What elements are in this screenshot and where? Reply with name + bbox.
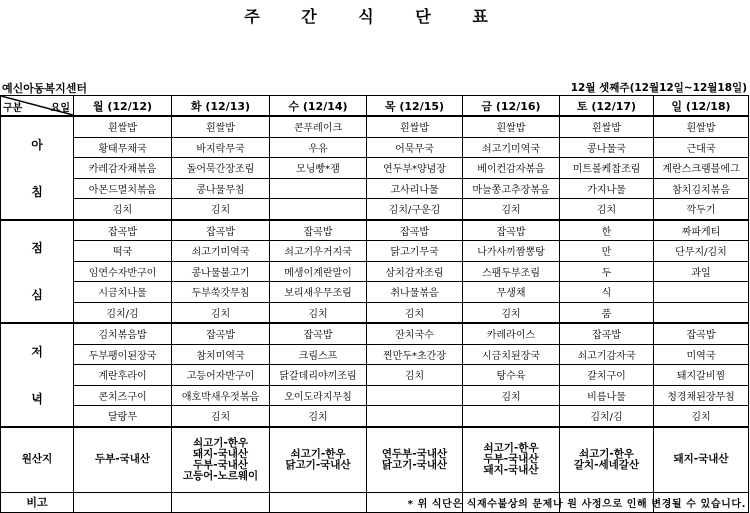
origin-line: 쇠고기-한우 [290, 447, 346, 460]
origin-cell [367, 427, 463, 493]
origin-line: 고등어-노르웨이 [182, 469, 259, 482]
page-title: 주 간 식 단 표 [244, 7, 506, 26]
breakfast-row [1, 199, 749, 220]
lunch-row [1, 282, 749, 303]
menu-cell: 두부팽이된장국 [74, 344, 172, 365]
day-header: 일 (12/18) [654, 96, 749, 117]
breakfast-row [1, 178, 749, 199]
menu-cell: 흰쌀밥 [367, 116, 463, 137]
menu-cell [270, 199, 367, 220]
menu-cell: 콩나물무침 [172, 178, 270, 199]
remarks-cell [172, 492, 270, 512]
menu-cell: 황태무채국 [74, 137, 172, 158]
menu-cell: 청경채된장무침 [654, 385, 749, 406]
origin-line: 돼지-국내산 [192, 447, 249, 460]
corner-header [1, 96, 74, 117]
menu-cell: 단무지/김치 [654, 241, 749, 262]
menu-cell: 삼치감자조림 [367, 261, 463, 282]
menu-cell: 잡곡밥 [367, 220, 463, 241]
menu-cell: 잡곡밥 [74, 220, 172, 241]
menu-cell: 흰쌀밥 [74, 116, 172, 137]
dinner-label [1, 323, 74, 427]
menu-cell: 연두부*양념장 [367, 158, 463, 179]
menu-cell: 닭고기무국 [367, 241, 463, 262]
menu-cell: 김치 [463, 302, 560, 323]
footnote: * 위 식단은 식재수불상의 문제나 원 사정으로 인해 변경될 수 있습니다. [407, 499, 746, 510]
lunch-row [1, 261, 749, 282]
lunch-row [1, 241, 749, 262]
menu-cell: 시금치된장국 [463, 344, 560, 365]
menu-cell: 김치 [463, 385, 560, 406]
menu-cell: 흰쌀밥 [654, 116, 749, 137]
remarks-label: 비고 [1, 492, 74, 512]
menu-cell: 김치 [654, 406, 749, 427]
menu-cell: 콘푸레이크 [270, 116, 367, 137]
origin-cell [654, 427, 749, 493]
menu-cell: 김치/김 [560, 406, 654, 427]
menu-cell: 한 [560, 220, 654, 241]
menu-cell: 스팸두부조림 [463, 261, 560, 282]
menu-cell: 돼지갈비찜 [654, 365, 749, 386]
menu-cell: 만 [560, 241, 654, 262]
breakfast-row [1, 137, 749, 158]
corner-day-label: 요일 [50, 103, 70, 114]
menu-cell: 카레라이스 [463, 323, 560, 344]
menu-table [0, 95, 749, 513]
menu-cell: 흰쌀밥 [463, 116, 560, 137]
menu-cell: 아몬드멸치볶음 [74, 178, 172, 199]
menu-cell: 흰쌀밥 [560, 116, 654, 137]
menu-cell: 김치 [172, 199, 270, 220]
breakfast-label [1, 116, 74, 220]
header-row [1, 96, 749, 117]
day-header: 월 (12/12) [74, 96, 172, 117]
origin-cell [560, 427, 654, 493]
menu-cell: 계란스크램블에그 [654, 158, 749, 179]
menu-cell: 애호박새우젓볶음 [172, 385, 270, 406]
menu-cell: 달랑무 [74, 406, 172, 427]
menu-cell: 떡국 [74, 241, 172, 262]
menu-cell: 잡곡밥 [463, 220, 560, 241]
dinner-row [1, 385, 749, 406]
menu-cell: 김치 [74, 199, 172, 220]
menu-cell: 모닝빵*잼 [270, 158, 367, 179]
menu-cell: 쇠고기감자국 [560, 344, 654, 365]
menu-cell: 취나물볶음 [367, 282, 463, 303]
menu-cell: 근대국 [654, 137, 749, 158]
menu-cell: 임연수자반구이 [74, 261, 172, 282]
dinner-row [1, 323, 749, 344]
origin-line: 돼지-국내산 [673, 453, 729, 465]
menu-cell: 김치 [172, 406, 270, 427]
menu-cell: 갈치구이 [560, 365, 654, 386]
menu-cell: 콩나물불고기 [172, 261, 270, 282]
menu-cell [270, 178, 367, 199]
menu-cell: 콩나물국 [560, 137, 654, 158]
menu-cell: 김치 [270, 406, 367, 427]
menu-cell: 과일 [654, 261, 749, 282]
menu-cell: 두부쑥갓무침 [172, 282, 270, 303]
menu-cell: 흰쌀밥 [172, 116, 270, 137]
origin-line: 닭고기-국내산 [285, 458, 351, 471]
origin-line: 쇠고기-한우 [483, 442, 539, 454]
lunch-row [1, 220, 749, 241]
menu-cell: 고사리나물 [367, 178, 463, 199]
menu-cell: 잡곡밥 [172, 323, 270, 344]
lunch-row [1, 302, 749, 323]
menu-cell: 돌어묵간장조림 [172, 158, 270, 179]
menu-cell: 비름나물 [560, 385, 654, 406]
menu-cell [463, 406, 560, 427]
remarks-cell [270, 492, 367, 512]
menu-cell: 잡곡밥 [270, 220, 367, 241]
origin-label: 원산지 [1, 427, 74, 493]
menu-cell: 김치 [560, 199, 654, 220]
origin-cell [270, 427, 367, 493]
breakfast-row [1, 116, 749, 137]
dinner-label-top: 저 [31, 344, 43, 359]
menu-cell [367, 406, 463, 427]
menu-cell: 가지나물 [560, 178, 654, 199]
menu-cell: 콘치즈구이 [74, 385, 172, 406]
menu-cell: 잡곡밥 [270, 323, 367, 344]
origin-line: 닭고기-국내산 [381, 458, 448, 471]
menu-cell: 김치/구운김 [367, 199, 463, 220]
origin-line: 갈치-세네갈산 [573, 458, 640, 471]
menu-cell: 김치 [463, 199, 560, 220]
breakfast-label-bottom: 침 [31, 184, 43, 199]
menu-cell: 무생채 [463, 282, 560, 303]
menu-cell: 깍두기 [654, 199, 749, 220]
origin-cell [463, 427, 560, 493]
origin-row [1, 427, 749, 493]
dinner-row [1, 365, 749, 386]
menu-cell: 잡곡밥 [560, 323, 654, 344]
menu-cell [367, 385, 463, 406]
menu-cell: 짜파게티 [654, 220, 749, 241]
day-header: 토 (12/17) [560, 96, 654, 117]
lunch-label-bottom: 심 [31, 288, 43, 303]
day-header: 목 (12/15) [367, 96, 463, 117]
menu-cell: 김치/김 [74, 302, 172, 323]
menu-cell: 어묵무국 [367, 137, 463, 158]
origin-line: 두부-국내산 [192, 458, 249, 471]
menu-cell: 고등어자반구이 [172, 365, 270, 386]
breakfast-label-top: 아 [31, 137, 43, 152]
menu-cell: 찐만두*초간장 [367, 344, 463, 365]
menu-cell: 미역국 [654, 344, 749, 365]
menu-cell: 메생이계란말이 [270, 261, 367, 282]
menu-cell: 김치 [172, 302, 270, 323]
day-header: 금 (12/16) [463, 96, 560, 117]
menu-cell: 쇠고기미역국 [463, 137, 560, 158]
menu-cell: 식 [560, 282, 654, 303]
origin-line: 쇠고기-한우 [192, 436, 249, 449]
day-header: 화 (12/13) [172, 96, 270, 117]
menu-cell: 우유 [270, 137, 367, 158]
menu-cell: 미트볼케찹조림 [560, 158, 654, 179]
menu-cell: 두 [560, 261, 654, 282]
lunch-label [1, 220, 74, 324]
day-header: 수 (12/14) [270, 96, 367, 117]
origin-cell [172, 427, 270, 493]
menu-cell: 김치 [367, 365, 463, 386]
menu-cell: 참치미역국 [172, 344, 270, 365]
menu-cell: 탕수육 [463, 365, 560, 386]
menu-cell: 보리새우무조림 [270, 282, 367, 303]
menu-cell [654, 282, 749, 303]
dinner-label-bottom: 녁 [31, 391, 43, 406]
menu-cell: 바지락무국 [172, 137, 270, 158]
organization-name: 예신아동복지센터 [2, 82, 88, 95]
breakfast-row [1, 158, 749, 179]
menu-cell: 참치김치볶음 [654, 178, 749, 199]
menu-cell: 김치 [270, 302, 367, 323]
menu-cell: 오이도라지무침 [270, 385, 367, 406]
corner-category-label: 구분 [3, 103, 23, 114]
menu-cell: 잔치국수 [367, 323, 463, 344]
menu-cell: 김치 [367, 302, 463, 323]
dinner-row [1, 344, 749, 365]
origin-line: 두부-국내산 [94, 453, 151, 465]
menu-cell [654, 302, 749, 323]
menu-cell: 시금치나물 [74, 282, 172, 303]
origin-line: 연두부-국내산 [381, 447, 448, 460]
origin-line: 쇠고기-한우 [578, 447, 635, 460]
menu-cell: 김치볶음밥 [74, 323, 172, 344]
menu-cell: 닭갈데리야끼조림 [270, 365, 367, 386]
origin-cell [74, 427, 172, 493]
menu-cell: 카레감자채볶음 [74, 158, 172, 179]
menu-cell: 잡곡밥 [172, 220, 270, 241]
menu-cell: 크림스프 [270, 344, 367, 365]
menu-cell: 품 [560, 302, 654, 323]
menu-cell: 쇠고기우거지국 [270, 241, 367, 262]
menu-cell: 나가사끼짬뽕탕 [463, 241, 560, 262]
origin-line: 돼지-국내산 [483, 464, 539, 476]
menu-cell: 계란후라이 [74, 365, 172, 386]
menu-cell: 잡곡밥 [654, 323, 749, 344]
remarks-cell [74, 492, 172, 512]
lunch-label-top: 점 [31, 241, 43, 256]
menu-cell: 쇠고기미역국 [172, 241, 270, 262]
menu-cell: 마늘쫑고추장볶음 [463, 178, 560, 199]
week-range: 12월 셋째주(12월12일~12월18일) [570, 82, 747, 94]
origin-line: 두부-국내산 [483, 453, 539, 465]
menu-cell: 베이컨감자볶음 [463, 158, 560, 179]
dinner-row [1, 406, 749, 427]
